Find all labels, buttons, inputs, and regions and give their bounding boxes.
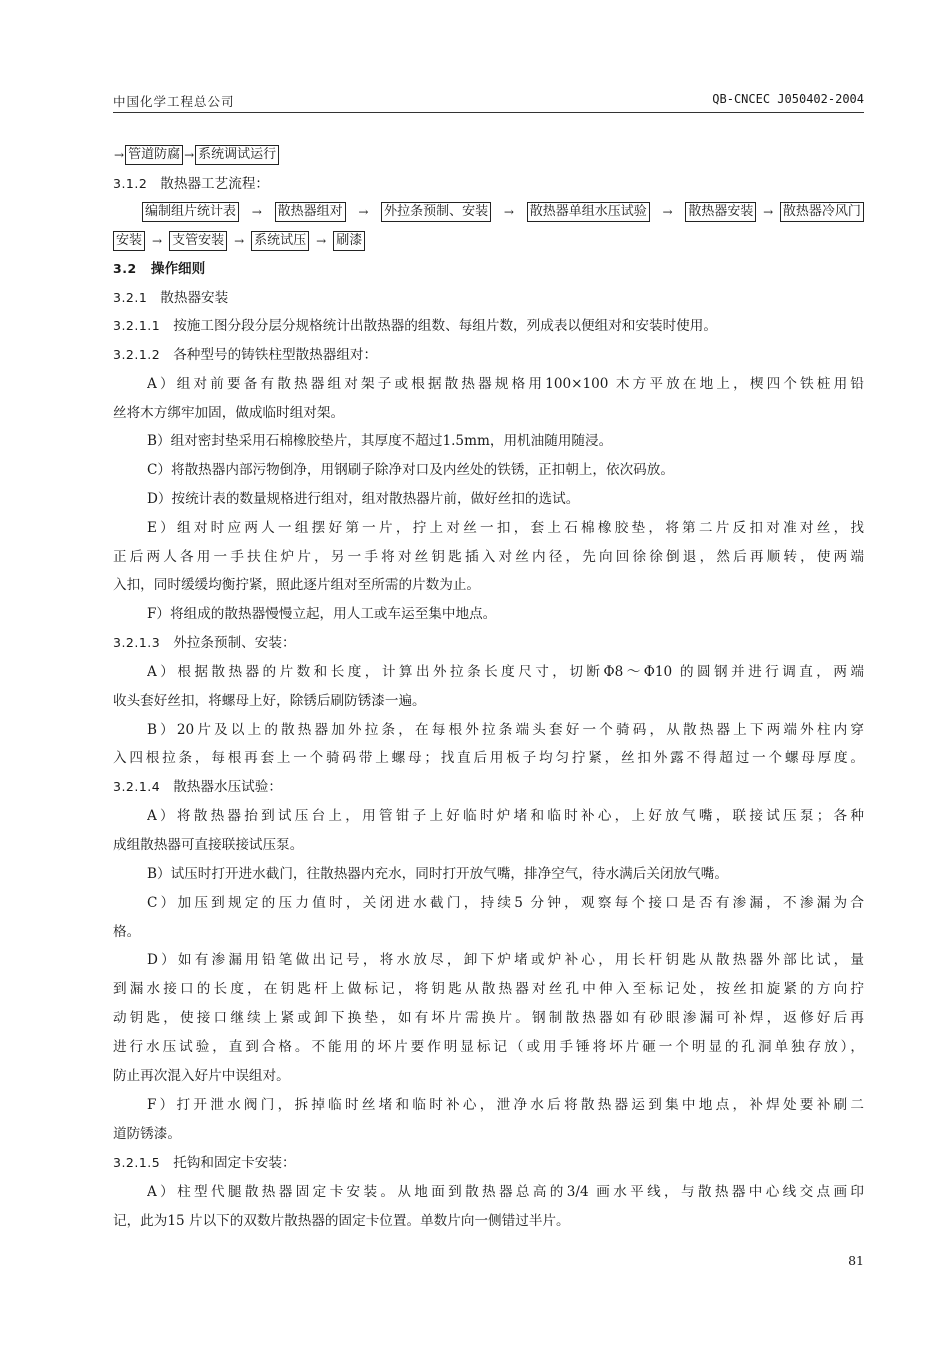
section-3-2-1-4-heading (113, 777, 864, 797)
paragraph-line: A）将散热器抬到试压台上，用管钳子上好临时炉堵和临时补心，上好放气嘴，联接试压泵；各种 (147, 808, 864, 824)
paragraph-line: D）按统计表的数量规格进行组对，组对散热器片前，做好丝扣的选试。 (147, 491, 580, 507)
paragraph-line: 道防锈漆。 (113, 1126, 181, 1142)
paragraph-line: 记，此为15 片以下的双数片散热器的固定卡位置。单数片向一侧错过半片。 (113, 1213, 570, 1229)
flow-box: 散热器单组水压试验 (527, 202, 650, 222)
paragraph-text: 按施工图分段分层分规格统计出散热器的组数、每组片数，列成表以便组对和安装时使用。 (173, 318, 717, 334)
section-number: 3.1.2 (113, 176, 148, 191)
paragraph-line: 入扣，同时缓缓均衡拧紧，照此逐片组对至所需的片数为止。 (113, 577, 481, 593)
section-3-2-heading (113, 259, 864, 279)
paragraph-line: 到漏水接口的长度，在钥匙杆上做标记，将钥匙从散热器对丝孔中伸入至标记处，按丝扣旋紧的方向拧 (113, 981, 864, 997)
paragraph-line: 收头套好丝扣，将螺母上好，除锈后刷防锈漆一遍。 (113, 693, 426, 709)
section-title: 操作细则 (150, 261, 206, 277)
paragraph-line: C）加压到规定的压力值时，关闭进水截门，持续5 分钟，观察每个接口是否有渗漏，不渗漏为合 (147, 895, 864, 911)
section-number: 3.2.1.3 (113, 635, 161, 650)
flow-arrow: → (114, 148, 125, 162)
paragraph-line: 成组散热器可直接联接试压泵。 (113, 837, 304, 853)
section-3-2-1-2-heading (113, 345, 864, 365)
paragraph-line: 动钥匙，使接口继续上紧或卸下换垫，如有坏片需换片。钢制散热器如有砂眼渗漏可补焊，返修好后再 (113, 1010, 864, 1026)
paragraph-line: B）20片及以上的散热器加外拉条，在每根外拉条端头套好一个骑码，从散热器上下两端外柱内穿 (147, 722, 864, 738)
flow-arrow: → (358, 205, 369, 219)
flow-box: 刷漆 (333, 231, 365, 251)
flow-box: 散热器安装 (685, 202, 756, 222)
page-header (113, 90, 864, 113)
section-title: 散热器安装 (160, 290, 229, 306)
section-number: 3.2.1 (113, 290, 148, 305)
paragraph-line: 丝将木方绑牢加固，做成临时组对架。 (113, 405, 345, 421)
flow-arrow: → (503, 205, 514, 219)
paragraph-line: C）将散热器内部污物倒净，用钢刷子除净对口及内丝处的铁锈，正扣朝上，依次码放。 (147, 462, 674, 478)
flow-box: 安装 (113, 231, 145, 251)
section-title: 散热器工艺流程： (160, 176, 270, 192)
paragraph-line: B）试压时打开进水截门，往散热器内充水，同时打开放气嘴，排净空气，待水满后关闭放气嘴。 (147, 866, 728, 882)
section-title: 托钩和固定卡安装： (173, 1155, 296, 1171)
flow-box: 系统试压 (251, 231, 309, 251)
flow-arrow: → (234, 234, 245, 248)
flow-arrow: → (184, 148, 195, 162)
page-number: 81 (848, 1253, 864, 1268)
flow-box: 管道防腐 (125, 145, 183, 165)
paragraph-line: 入四根拉条，每根再套上一个骑码带上螺母；找直后用板子均匀拧紧，丝扣外露不得超过一个螺母厚度。 (113, 750, 864, 766)
flow-box: 外拉条预制、安装 (381, 202, 491, 222)
paragraph-line: 防止再次混入好片中误组对。 (113, 1068, 290, 1084)
flow-arrow: → (316, 234, 327, 248)
paragraph-line: D）如有渗漏用铅笔做出记号，将水放尽，卸下炉堵或炉补心，用长杆钥匙从散热器外部比试，量 (147, 952, 864, 968)
process-flow-row-1 (142, 202, 864, 222)
section-number: 3.2 (113, 261, 137, 276)
paragraph-line: 正后两人各用一手扶住炉片，另一手将对丝钥匙插入对丝内径，先向回徐徐倒退，然后再顺转，使两端 (113, 549, 864, 565)
section-number: 3.2.1.5 (113, 1155, 161, 1170)
flow-continuation (113, 145, 864, 165)
paragraph-line: A）根据散热器的片数和长度，计算出外拉条长度尺寸，切断Φ8～Φ10 的圆钢并进行调直，两端 (147, 664, 864, 680)
flow-box: 编制组片统计表 (142, 202, 239, 222)
section-3-1-2-heading (113, 174, 864, 194)
flow-arrow: → (763, 205, 774, 219)
flow-arrow: → (152, 234, 163, 248)
section-number: 3.2.1.4 (113, 779, 161, 794)
paragraph-line: F）打开泄水阀门，拆掉临时丝堵和临时补心，泄净水后将散热器运到集中地点，补焊处要补刷二 (147, 1097, 864, 1113)
section-title: 散热器水压试验： (173, 779, 282, 795)
paragraph-line: A）柱型代腿散热器固定卡安装。从地面到散热器总高的3/4 画水平线，与散热器中心线交点画印 (147, 1184, 864, 1200)
section-3-2-1-1 (113, 316, 864, 336)
section-3-2-1-3-heading (113, 633, 864, 653)
paragraph-line: B）组对密封垫采用石棉橡胶垫片，其厚度不超过1.5mm，用机油随用随浸。 (147, 433, 613, 449)
section-title: 外拉条预制、安装： (173, 635, 296, 651)
paragraph-line: E）组对时应两人一组摆好第一片，拧上对丝一扣，套上石棉橡胶垫，将第二片反扣对准对丝，找 (147, 520, 864, 536)
section-3-2-1-5-heading (113, 1153, 864, 1173)
process-flow-row-2 (113, 231, 864, 251)
flow-box: 系统调试运行 (195, 145, 279, 165)
paragraph-line: 格。 (113, 924, 141, 940)
paragraph-line: F）将组成的散热器慢慢立起，用人工或车运至集中地点。 (147, 606, 497, 622)
flow-box: 散热器组对 (275, 202, 346, 222)
header-company: 中国化学工程总公司 (113, 94, 235, 109)
section-number: 3.2.1.1 (113, 318, 161, 333)
header-standard-code: QB-CNCEC J050402-2004 (712, 92, 864, 106)
section-number: 3.2.1.2 (113, 347, 161, 362)
flow-arrow: → (662, 205, 673, 219)
flow-arrow: → (251, 205, 262, 219)
paragraph-line: A）组对前要备有散热器组对架子或根据散热器规格用100×100 木方平放在地上，楔四个铁桩用铅 (147, 376, 864, 392)
section-title: 各种型号的铸铁柱型散热器组对： (173, 347, 378, 363)
paragraph-line: 进行水压试验，直到合格。不能用的坏片要作明显标记（或用手锤将坏片砸一个明显的孔洞单独存放）， (113, 1039, 864, 1055)
section-3-2-1-heading (113, 288, 864, 308)
flow-box: 散热器冷风门 (780, 202, 864, 222)
flow-box: 支管安装 (169, 231, 227, 251)
